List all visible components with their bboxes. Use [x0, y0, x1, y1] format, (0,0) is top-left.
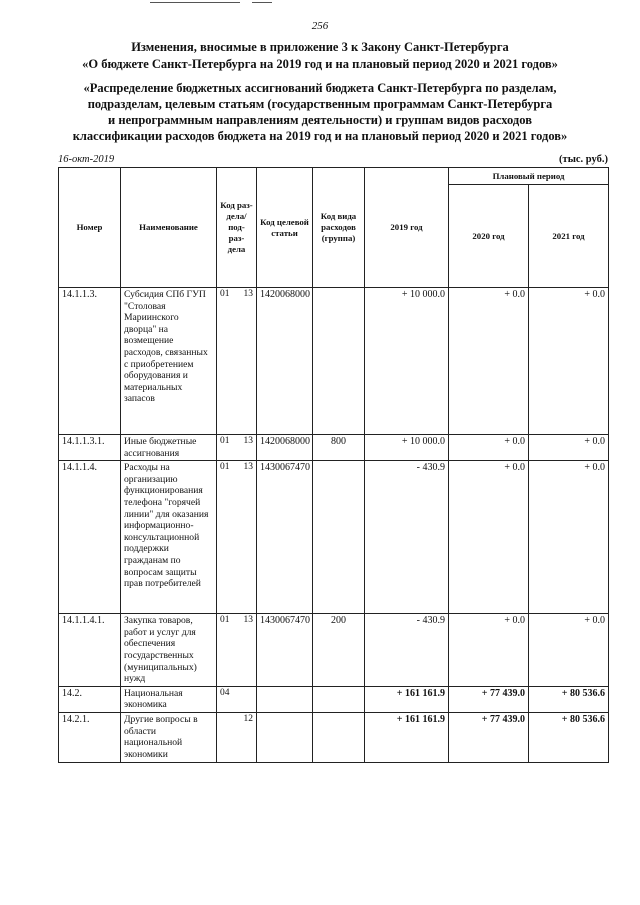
- col-header-section: Код раз- дела/ под- раз- дела: [217, 168, 257, 288]
- row-name: Иные бюджетные ассигнования: [121, 435, 217, 461]
- header-row: [59, 168, 609, 185]
- row-amount-2019: + 10 000.0: [365, 435, 449, 461]
- document-header: [40, 39, 600, 73]
- row-number: 14.2.: [59, 686, 121, 712]
- row-expense-type: 800: [313, 435, 365, 461]
- podrazdel-code: 13: [243, 462, 253, 473]
- row-amount-2020: + 77 439.0: [449, 712, 529, 762]
- row-expense-type: [313, 712, 365, 762]
- podrazdel-code: 13: [243, 615, 253, 626]
- row-amount-2019: - 430.9: [365, 461, 449, 614]
- table-row: [59, 435, 609, 461]
- col-header-2021: 2021 год: [529, 185, 609, 288]
- row-amount-2020: + 0.0: [449, 614, 529, 687]
- header-line: Изменения, вносимые в приложение 3 к Закону Санкт-Петербурга: [131, 40, 509, 54]
- row-section-code: [217, 435, 257, 461]
- row-target-code: [257, 686, 313, 712]
- units-label: (тыс. руб.): [559, 154, 608, 165]
- razdel-code: 01: [220, 289, 230, 299]
- row-amount-2020: + 77 439.0: [449, 686, 529, 712]
- title-line: классификации расходов бюджета на 2019 год и на плановый период 2020 и 2021 годов»: [72, 129, 568, 143]
- col-header-expense-type: Код вида расходов (группа): [313, 168, 365, 288]
- razdel-code: 01: [220, 436, 230, 446]
- row-amount-2021: + 80 536.6: [529, 686, 609, 712]
- row-target-code: 1430067470: [257, 614, 313, 687]
- row-amount-2021: + 0.0: [529, 288, 609, 435]
- col-header-2019: 2019 год: [365, 168, 449, 288]
- row-section-code: [217, 288, 257, 435]
- row-amount-2021: + 0.0: [529, 435, 609, 461]
- row-amount-2019: + 10 000.0: [365, 288, 449, 435]
- row-section-code: [217, 461, 257, 614]
- row-number: 14.1.1.3.: [59, 288, 121, 435]
- razdel-code: 04: [220, 687, 230, 698]
- table-row: [59, 686, 609, 712]
- row-name: Субсидия СПб ГУП "Столовая Мариинского дворца" на возмещение расходов, связанных с приобретением оборудования и материальных запасов: [121, 288, 217, 435]
- row-section-code: [217, 614, 257, 687]
- row-number: 14.1.1.4.1.: [59, 614, 121, 687]
- row-target-code: 1420068000: [257, 288, 313, 435]
- table-row: [59, 461, 609, 614]
- row-amount-2019: + 161 161.9: [365, 686, 449, 712]
- table-row: [59, 614, 609, 687]
- col-header-2020: 2020 год: [449, 185, 529, 288]
- meta-row: [58, 154, 608, 167]
- row-expense-type: [313, 686, 365, 712]
- table-title: [40, 80, 600, 144]
- row-section-code: [217, 686, 257, 712]
- table-row: [59, 288, 609, 435]
- row-expense-type: 200: [313, 614, 365, 687]
- row-expense-type: [313, 461, 365, 614]
- row-amount-2019: - 430.9: [365, 614, 449, 687]
- row-amount-2021: + 0.0: [529, 461, 609, 614]
- header-line: «О бюджете Санкт-Петербурга на 2019 год и на плановый период 2020 и 2021 годов»: [82, 57, 558, 71]
- row-expense-type: [313, 288, 365, 435]
- top-scan-mark: [150, 2, 240, 3]
- col-header-target: Код целевой статьи: [257, 168, 313, 288]
- top-scan-mark: [252, 2, 272, 3]
- row-number: 14.1.1.4.: [59, 461, 121, 614]
- row-number: 14.1.1.3.1.: [59, 435, 121, 461]
- page-number: 256: [311, 20, 329, 32]
- razdel-code: 01: [220, 462, 230, 473]
- title-line: «Распределение бюджетных ассигнований бюджета Санкт-Петербурга по разделам,: [83, 81, 557, 95]
- row-amount-2020: + 0.0: [449, 288, 529, 435]
- row-amount-2019: + 161 161.9: [365, 712, 449, 762]
- podrazdel-code: 13: [243, 289, 253, 299]
- row-amount-2021: + 80 536.6: [529, 712, 609, 762]
- podrazdel-code: 13: [243, 436, 253, 446]
- budget-table: [58, 167, 609, 763]
- row-name: Расходы на организацию функционирования телефона "горячей линии" для оказания информационно-консультационной поддержки гражданам по вопросам защиты прав потребителей: [121, 461, 217, 614]
- row-target-code: [257, 712, 313, 762]
- col-header-number: Номер: [59, 168, 121, 288]
- row-name: Другие вопросы в области национальной экономики: [121, 712, 217, 762]
- row-target-code: 1420068000: [257, 435, 313, 461]
- col-header-name: Наименование: [121, 168, 217, 288]
- col-header-planned-period: Плановый период: [449, 168, 609, 185]
- row-amount-2020: + 0.0: [449, 435, 529, 461]
- podrazdel-code: 12: [243, 713, 253, 724]
- row-name: Национальная экономика: [121, 686, 217, 712]
- row-amount-2020: + 0.0: [449, 461, 529, 614]
- row-number: 14.2.1.: [59, 712, 121, 762]
- row-amount-2021: + 0.0: [529, 614, 609, 687]
- table-body: [59, 288, 609, 763]
- document-date: 16-окт-2019: [58, 154, 115, 165]
- row-name: Закупка товаров, работ и услуг для обеспечения государственных (муниципальных) нужд: [121, 614, 217, 687]
- row-section-code: [217, 712, 257, 762]
- table-row: [59, 712, 609, 762]
- razdel-code: 01: [220, 615, 230, 626]
- row-target-code: 1430067470: [257, 461, 313, 614]
- title-line: подразделам, целевым статьям (государственным программам Санкт-Петербурга: [87, 97, 553, 111]
- title-line: и непрограммным направлениям деятельности) и группам видов расходов: [108, 113, 532, 127]
